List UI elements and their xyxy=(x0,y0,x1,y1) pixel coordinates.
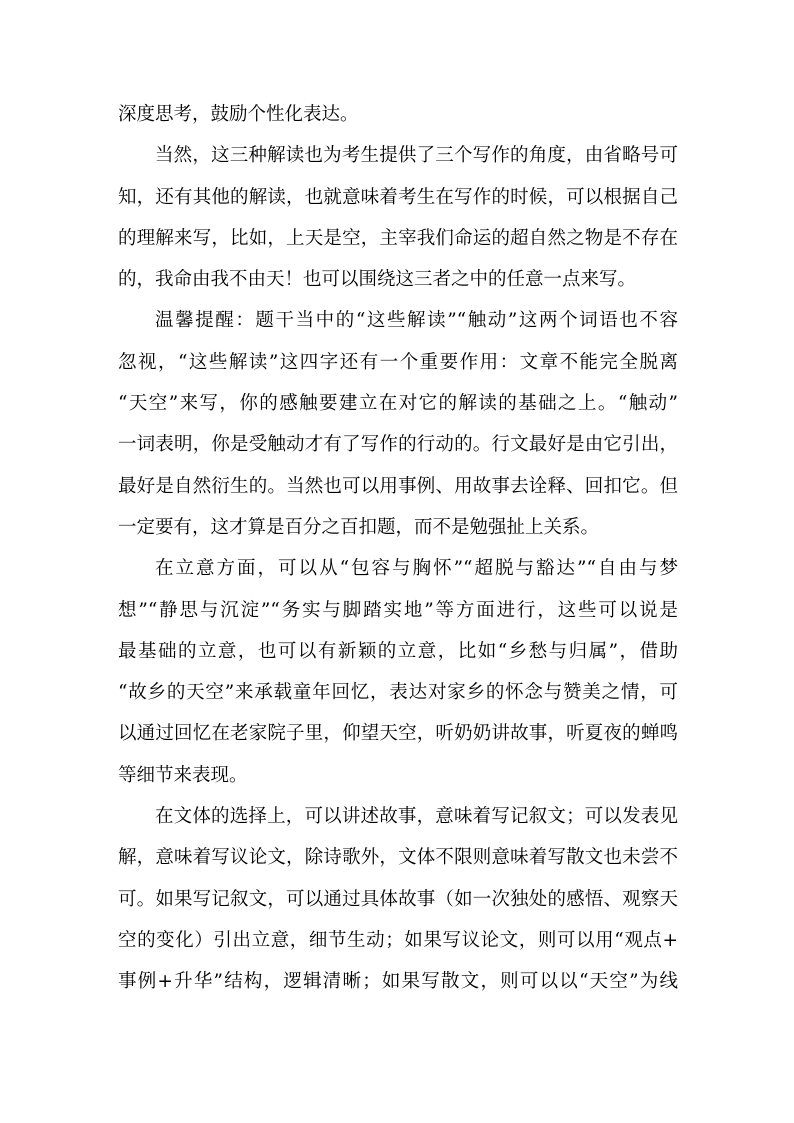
text-line: 忽视，“这些解读”这四字还有一个重要作用：文章不能完全脱离 xyxy=(118,351,678,373)
text-line: 一词表明，你是受触动才有了写作的行动的。行文最好是由它引出， xyxy=(118,434,678,456)
text-line: 的理解来写，比如，上天是空，主宰我们命运的超自然之物是不存在 xyxy=(118,227,678,249)
text-line: 的，我命由我不由天！也可以围绕这三者之中的任意一点来写。 xyxy=(118,269,637,291)
text-line: 最好是自然衍生的。当然也可以用事例、用故事去诠释、回扣它。但 xyxy=(118,475,678,497)
paragraph xyxy=(118,796,678,1002)
text-line: 温馨提醒：题干当中的“这些解读”“触动”这两个词语也不容 xyxy=(155,310,678,332)
text-line: 知，还有其他的解读，也就意味着考生在写作的时候，可以根据自己 xyxy=(118,186,678,208)
paragraph xyxy=(118,94,678,135)
text-line: 空的变化）引出立意，细节生动；如果写议论文，则可以用“观点+ xyxy=(118,929,678,951)
text-line: 在文体的选择上，可以讲述故事，意味着写记叙文；可以发表见 xyxy=(155,806,678,828)
text-line: 想”“静思与沉淀”“务实与脚踏实地”等方面进行，这些可以说是 xyxy=(118,599,678,621)
text-line: 深度思考，鼓励个性化表达。 xyxy=(118,104,359,125)
document-body xyxy=(118,94,678,1003)
text-line: 事例+升华”结构，逻辑清晰；如果写散文，则可以以“天空”为线 xyxy=(118,971,678,993)
text-line: 以通过回忆在老家院子里，仰望天空，听奶奶讲故事，听夏夜的蝉鸣 xyxy=(118,723,678,745)
paragraph xyxy=(118,548,678,796)
text-line: 解，意味着写议论文，除诗歌外，文体不限则意味着写散文也未尝不 xyxy=(118,847,678,869)
text-line: 最基础的立意，也可以有新颖的立意，比如“乡愁与归属”，借助 xyxy=(118,640,678,662)
text-line: 当然，这三种解读也为考生提供了三个写作的角度，由省略号可 xyxy=(155,145,678,167)
text-line: “天空”来写，你的感触要建立在对它的解读的基础之上。“触动” xyxy=(118,393,678,415)
text-line: 一定要有，这才算是百分之百扣题，而不是勉强扯上关系。 xyxy=(118,516,600,538)
text-line: 等细节来表现。 xyxy=(118,764,248,786)
paragraph xyxy=(118,300,678,548)
paragraph xyxy=(118,135,678,300)
text-line: 在立意方面，可以从“包容与胸怀”“超脱与豁达”“自由与梦 xyxy=(155,558,678,580)
text-line: “故乡的天空”来承载童年回忆，表达对家乡的怀念与赞美之情，可 xyxy=(118,682,678,704)
text-line: 可。如果写记叙文，可以通过具体故事（如一次独处的感悟、观察天 xyxy=(118,888,678,910)
